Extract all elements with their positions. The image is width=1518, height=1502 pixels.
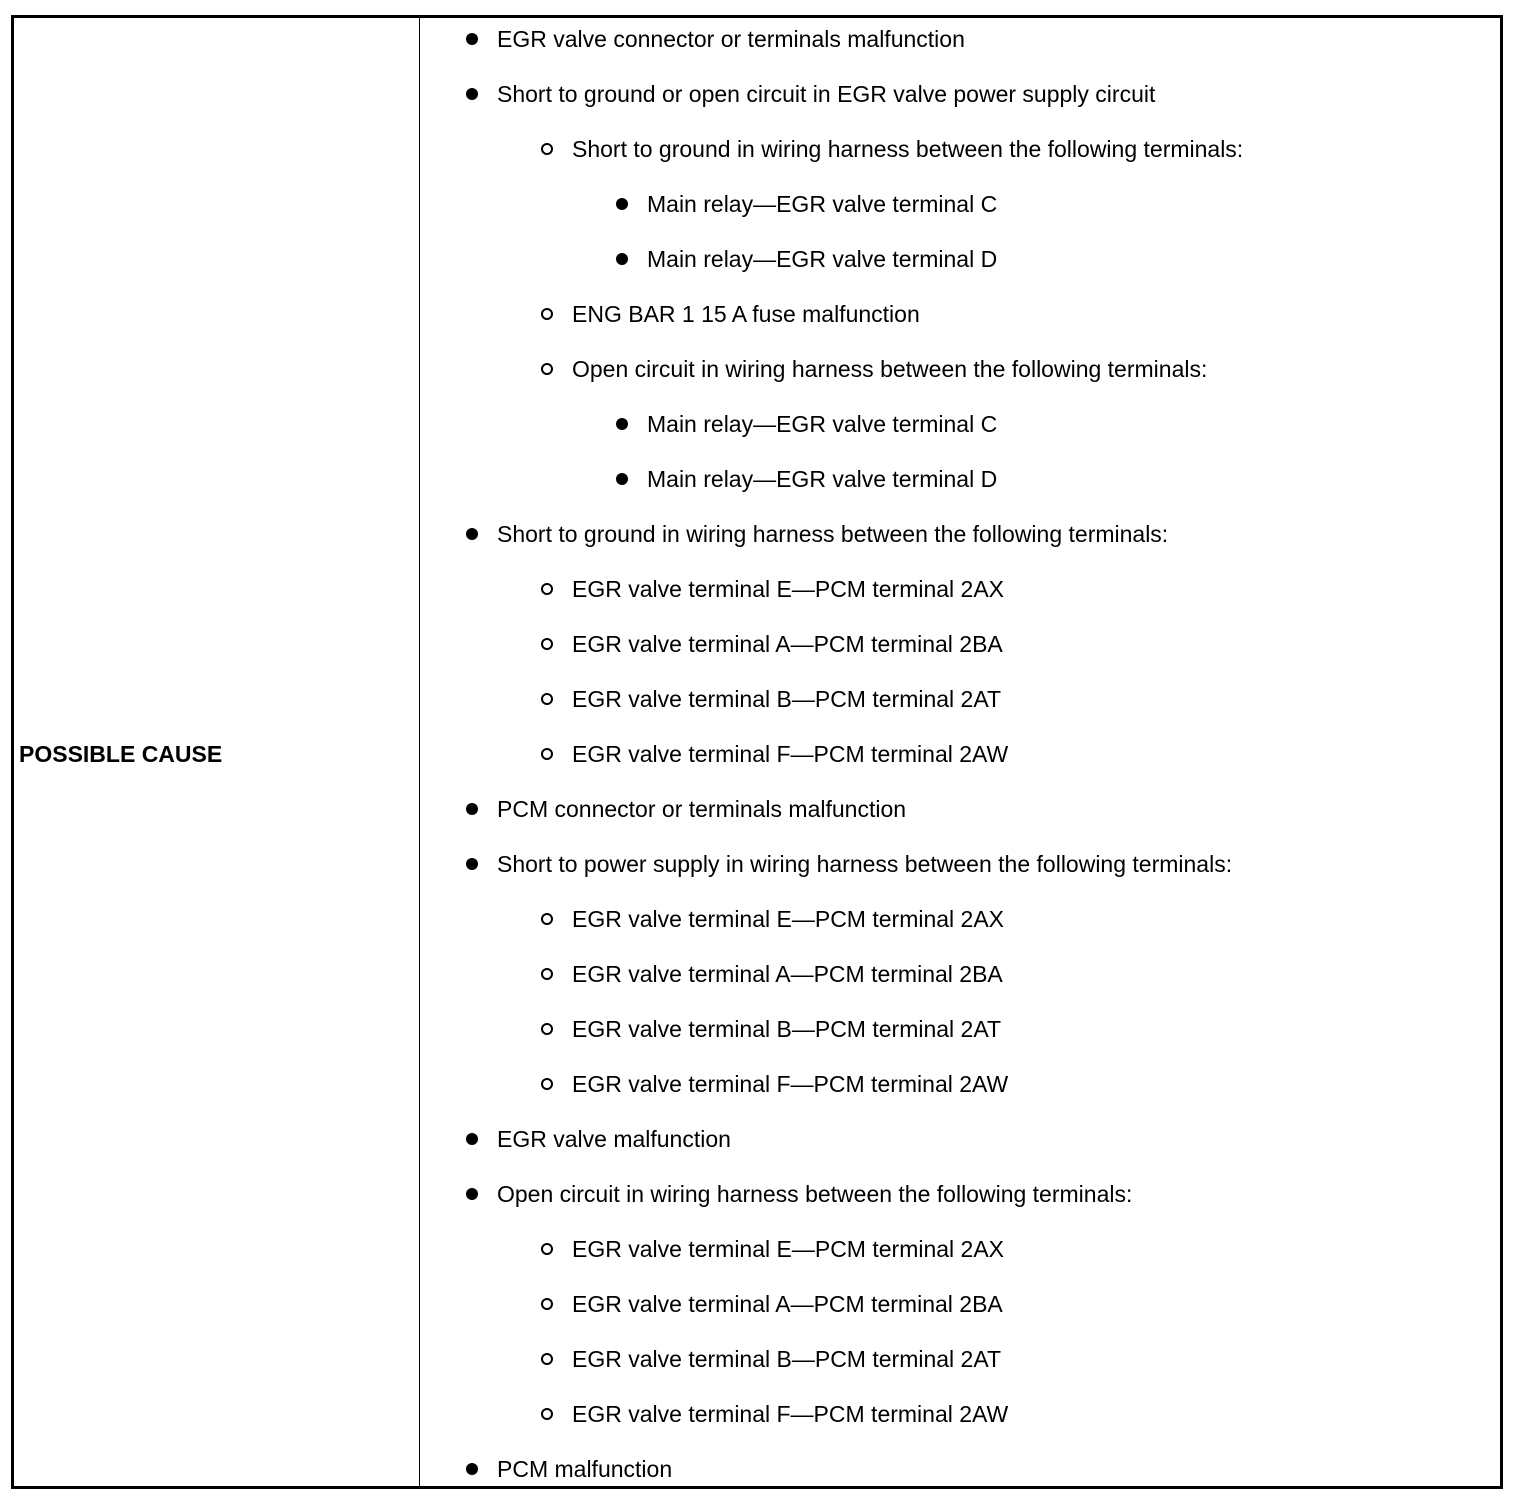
hollow-circle-bullet-icon	[541, 1298, 553, 1310]
cause-list	[14, 18, 1500, 1486]
filled-circle-bullet-icon	[616, 473, 628, 485]
filled-circle-bullet-icon	[466, 88, 478, 100]
cause-text: EGR valve terminal B—PCM terminal 2AT	[572, 686, 1002, 712]
cause-text: PCM malfunction	[497, 1456, 673, 1482]
hollow-circle-bullet-icon	[541, 693, 553, 705]
cause-text: EGR valve terminal E—PCM terminal 2AX	[572, 906, 1005, 932]
hollow-circle-bullet-icon	[541, 1078, 553, 1090]
hollow-circle-bullet-icon	[541, 638, 553, 650]
cause-text: Main relay—EGR valve terminal D	[647, 466, 998, 492]
filled-circle-bullet-icon	[466, 528, 478, 540]
cause-text: ENG BAR 1 15 A fuse malfunction	[572, 301, 920, 327]
cause-text: Short to ground in wiring harness between the following terminals:	[497, 521, 1169, 547]
cause-text: Main relay—EGR valve terminal D	[647, 246, 998, 272]
hollow-circle-bullet-icon	[541, 1023, 553, 1035]
hollow-circle-bullet-icon	[541, 968, 553, 980]
cause-text: Short to ground in wiring harness between the following terminals:	[572, 136, 1244, 162]
filled-circle-bullet-icon	[466, 1463, 478, 1475]
cause-text: EGR valve terminal F—PCM terminal 2AW	[572, 1401, 1009, 1427]
cause-text: EGR valve terminal B—PCM terminal 2AT	[572, 1346, 1002, 1372]
cause-text: EGR valve terminal F—PCM terminal 2AW	[572, 1071, 1009, 1097]
possible-cause-table	[11, 15, 1503, 1489]
cause-text: Main relay—EGR valve terminal C	[647, 411, 998, 437]
cause-text: Main relay—EGR valve terminal C	[647, 191, 998, 217]
cause-text: Short to power supply in wiring harness between the following terminals:	[497, 851, 1233, 877]
filled-circle-bullet-icon	[616, 198, 628, 210]
cause-text: EGR valve terminal B—PCM terminal 2AT	[572, 1016, 1002, 1042]
hollow-circle-bullet-icon	[541, 143, 553, 155]
cause-text: EGR valve terminal E—PCM terminal 2AX	[572, 576, 1005, 602]
cause-text: Open circuit in wiring harness between the following terminals:	[497, 1181, 1133, 1207]
cause-text: PCM connector or terminals malfunction	[497, 796, 907, 822]
cause-text: EGR valve malfunction	[497, 1126, 731, 1152]
hollow-circle-bullet-icon	[541, 583, 553, 595]
hollow-circle-bullet-icon	[541, 913, 553, 925]
cause-text: EGR valve terminal A—PCM terminal 2BA	[572, 631, 1003, 657]
hollow-circle-bullet-icon	[541, 748, 553, 760]
cause-text: EGR valve terminal E—PCM terminal 2AX	[572, 1236, 1005, 1262]
filled-circle-bullet-icon	[466, 1188, 478, 1200]
possible-cause-label: POSSIBLE CAUSE	[19, 741, 223, 767]
filled-circle-bullet-icon	[466, 803, 478, 815]
cause-text: EGR valve terminal A—PCM terminal 2BA	[572, 961, 1003, 987]
hollow-circle-bullet-icon	[541, 1408, 553, 1420]
cause-text: EGR valve terminal A—PCM terminal 2BA	[572, 1291, 1003, 1317]
cause-text: EGR valve connector or terminals malfunction	[497, 26, 965, 52]
filled-circle-bullet-icon	[616, 418, 628, 430]
cause-text: Open circuit in wiring harness between the following terminals:	[572, 356, 1208, 382]
hollow-circle-bullet-icon	[541, 1243, 553, 1255]
filled-circle-bullet-icon	[466, 1133, 478, 1145]
hollow-circle-bullet-icon	[541, 1353, 553, 1365]
filled-circle-bullet-icon	[466, 858, 478, 870]
hollow-circle-bullet-icon	[541, 308, 553, 320]
hollow-circle-bullet-icon	[541, 363, 553, 375]
filled-circle-bullet-icon	[616, 253, 628, 265]
filled-circle-bullet-icon	[466, 33, 478, 45]
cause-text: EGR valve terminal F—PCM terminal 2AW	[572, 741, 1009, 767]
cause-text: Short to ground or open circuit in EGR valve power supply circuit	[497, 81, 1156, 107]
